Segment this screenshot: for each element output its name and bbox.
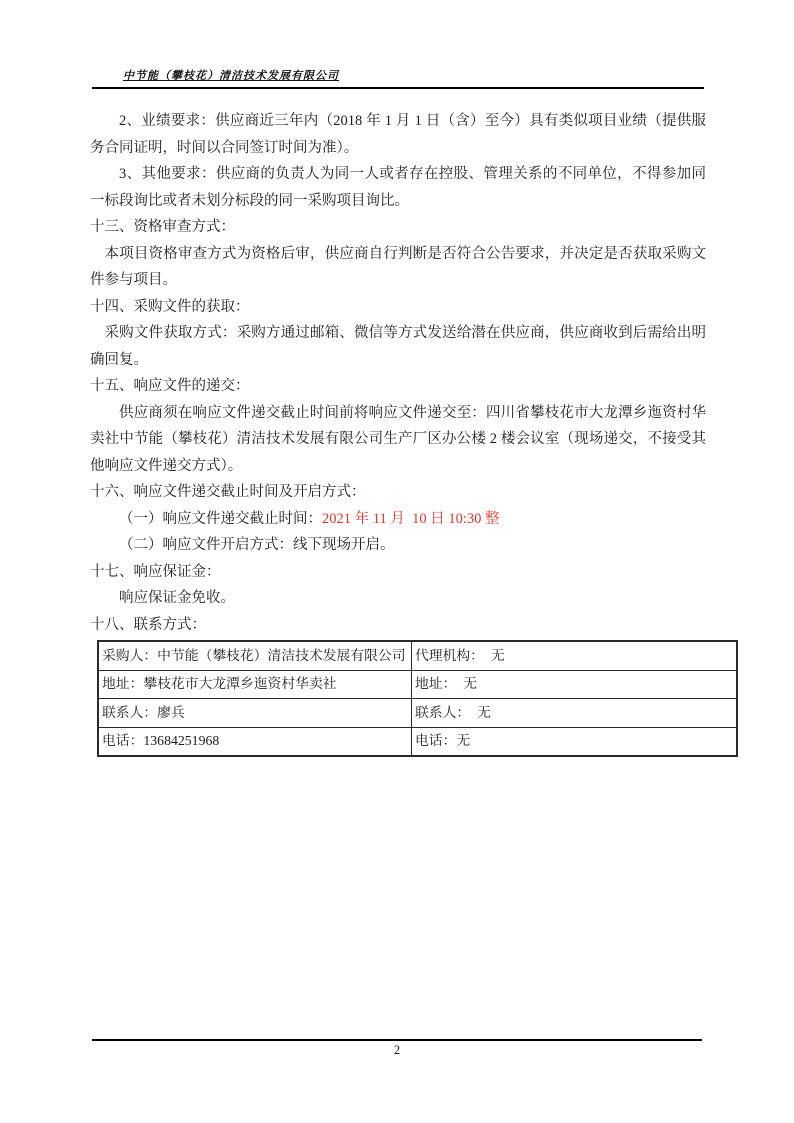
section-heading-14: 十四、采购文件的获取：: [90, 298, 250, 315]
contact-table: [97, 640, 738, 757]
table-cell-purchaser: 采购人：中节能（攀枝花）清洁技术发展有限公司: [98, 641, 412, 670]
section-heading-15: 十五、响应文件的递交：: [90, 378, 250, 394]
table-row-contact-person: [98, 699, 737, 728]
deadline-value: 2021 年 11 月 10 日 10:30 整: [322, 510, 500, 527]
table-row-purchaser: [98, 641, 737, 670]
section-heading-16: 十六、响应文件递交截止时间及开启方式：: [90, 484, 366, 500]
table-cell-agency-contact: 联系人： 无: [412, 699, 738, 728]
paragraph-opening-method: （二）响应文件开启方式：线下现场开启。: [119, 537, 395, 553]
paragraph-deposit-waived: 响应保证金免收。: [119, 590, 235, 606]
paragraph-performance-requirement: 2、业绩要求：供应商近三年内（2018 年 1 月 1 日（含）至今）具有类似项目业绩（提供服务合同证明，时间以合同签订时间为准）。: [90, 113, 706, 156]
table-row-address: [98, 670, 737, 699]
table-cell-agency-address: 地址： 无: [412, 670, 738, 699]
paragraph-document-acquisition: 采购文件获取方式：采购方通过邮箱、微信等方式发送给潜在供应商，供应商收到后需给出明确回复。: [90, 325, 706, 368]
document-body: [90, 108, 706, 757]
table-cell-purchaser-contact: 联系人：廖兵: [98, 699, 412, 728]
page-footer: [92, 1039, 702, 1058]
table-cell-agency: 代理机构： 无: [412, 641, 738, 670]
page-header: [92, 66, 704, 89]
table-row-phone: [98, 727, 737, 756]
paragraph-qualification-review: 本项目资格审查方式为资格后审，供应商自行判断是否符合公告要求，并决定是否获取采购文件参与项目。: [90, 245, 706, 288]
section-heading-17: 十七、响应保证金：: [90, 563, 221, 580]
company-name: 中节能（攀枝花）清洁技术发展有限公司: [123, 70, 339, 82]
paragraph-deadline: [90, 506, 706, 533]
deadline-label: （一）响应文件递交截止时间：: [119, 510, 322, 527]
table-cell-purchaser-phone: 电话：13684251968: [98, 727, 412, 756]
section-heading-18: 十八、联系方式：: [90, 616, 206, 633]
table-cell-purchaser-address: 地址：攀枝花市大龙潭乡迤资村华卖社: [98, 670, 412, 699]
paragraph-submission-address: 供应商须在响应文件递交截止时间前将响应文件递交至：四川省攀枝花市大龙潭乡迤资村华卖社中节能（攀枝花）清洁技术发展有限公司生产厂区办公楼 2 楼会议室（现场递交，不接受其他响应文件递交方式）。: [90, 404, 706, 474]
page-number: 2: [393, 1043, 401, 1057]
table-cell-agency-phone: 电话：无: [412, 727, 738, 756]
paragraph-other-requirement: 3、其他要求：供应商的负责人为同一人或者存在控股、管理关系的不同单位，不得参加同一标段询比或者未划分标段的同一采购项目询比。: [90, 166, 706, 209]
section-heading-13: 十三、资格审查方式：: [90, 219, 235, 235]
